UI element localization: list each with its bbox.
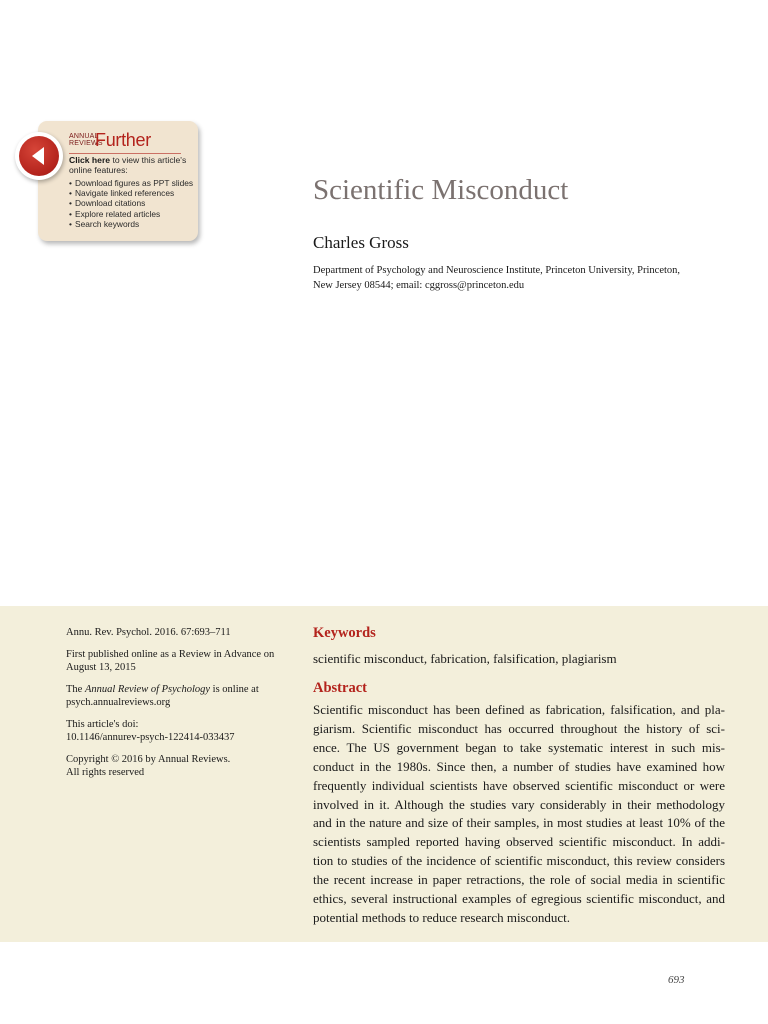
author-affiliation: Department of Psychology and Neuroscience Institute, Princeton University, Princeton, New Jersey 08544; email: cggross@princeton.edu <box>313 265 681 291</box>
further-feature-item[interactable]: • Navigate linked references <box>69 188 193 198</box>
abstract-line: giarism. Scientific misconduct has occurred throughout the history of sci- <box>313 720 725 736</box>
further-arrow-button[interactable] <box>15 132 63 180</box>
page-number: 693 <box>668 974 685 986</box>
abstract-line: conduct in the 1980s. Since then, a number of studies have examined how <box>313 758 725 774</box>
abstract-line: frequently individual scientists have observed scientific misconduct or were <box>313 777 725 793</box>
abstract-text <box>313 701 725 928</box>
abstract-line: potential methods to reduce research misconduct. <box>313 909 571 925</box>
publication-metadata <box>66 626 296 788</box>
further-feature-item[interactable]: • Explore related articles <box>69 209 193 219</box>
further-badge[interactable] <box>38 121 198 241</box>
doi: This article's doi: 10.1146/annurev-psych-122414-033437 <box>66 718 296 744</box>
author-name: Charles Gross <box>313 233 409 252</box>
abstract-line: and in the nature and size of their samples, in most studies at least 10% of the <box>313 815 725 831</box>
click-here-link[interactable]: Click here <box>69 155 111 165</box>
further-feature-item[interactable]: • Download figures as PPT slides <box>69 178 193 188</box>
online-availability: The Annual Review of Psychology is online at psych.annualreviews.org <box>66 683 296 709</box>
article-main-column <box>313 624 725 928</box>
left-arrow-icon <box>19 136 59 176</box>
abstract-line: involved in it. Although the studies vary considerably in their methodology <box>313 796 725 812</box>
copyright: Copyright © 2016 by Annual Reviews. All rights reserved <box>66 754 231 778</box>
citation: Annu. Rev. Psychol. 2016. 67:693–711 <box>66 627 231 638</box>
further-feature-item[interactable]: • Download citations <box>69 198 193 208</box>
keywords-heading: Keywords <box>313 625 376 641</box>
further-title: Further <box>95 130 151 150</box>
abstract-heading: Abstract <box>313 680 367 696</box>
abstract-line: the recent increase in paper retractions, the role of social media in scientific <box>313 872 725 888</box>
article-info-band <box>0 606 768 942</box>
further-feature-item[interactable]: • Search keywords <box>69 219 193 229</box>
further-feature-list <box>69 178 193 229</box>
keywords-text: scientific misconduct, fabrication, falsification, plagiarism <box>313 651 617 666</box>
further-divider <box>69 153 181 154</box>
article-title: Scientific Misconduct <box>313 174 569 206</box>
abstract-line: Scientific misconduct has been defined as fabrication, falsification, and pla- <box>313 702 725 717</box>
further-intro: Click here to view this article's online features: <box>69 155 187 175</box>
first-published: First published online as a Review in Advance on August 13, 2015 <box>66 649 275 673</box>
abstract-line: tion to studies of the incidence of scientific misconduct, this review considers <box>313 853 725 869</box>
abstract-line: ethics, several instructional examples of egregious scientific misconduct, and <box>313 891 725 907</box>
abstract-line: scientists sampled reported having observed scientific misconduct. In addi- <box>313 834 725 850</box>
doi-link[interactable]: 10.1146/annurev-psych-122414-033437 <box>66 732 235 743</box>
journal-url-link[interactable]: psych.annualreviews.org <box>66 697 171 708</box>
abstract-line: ence. The US government began to take systematic interest in such mis- <box>313 739 725 755</box>
annual-reviews-logo: ANNUAL REVIEWS <box>69 133 103 147</box>
